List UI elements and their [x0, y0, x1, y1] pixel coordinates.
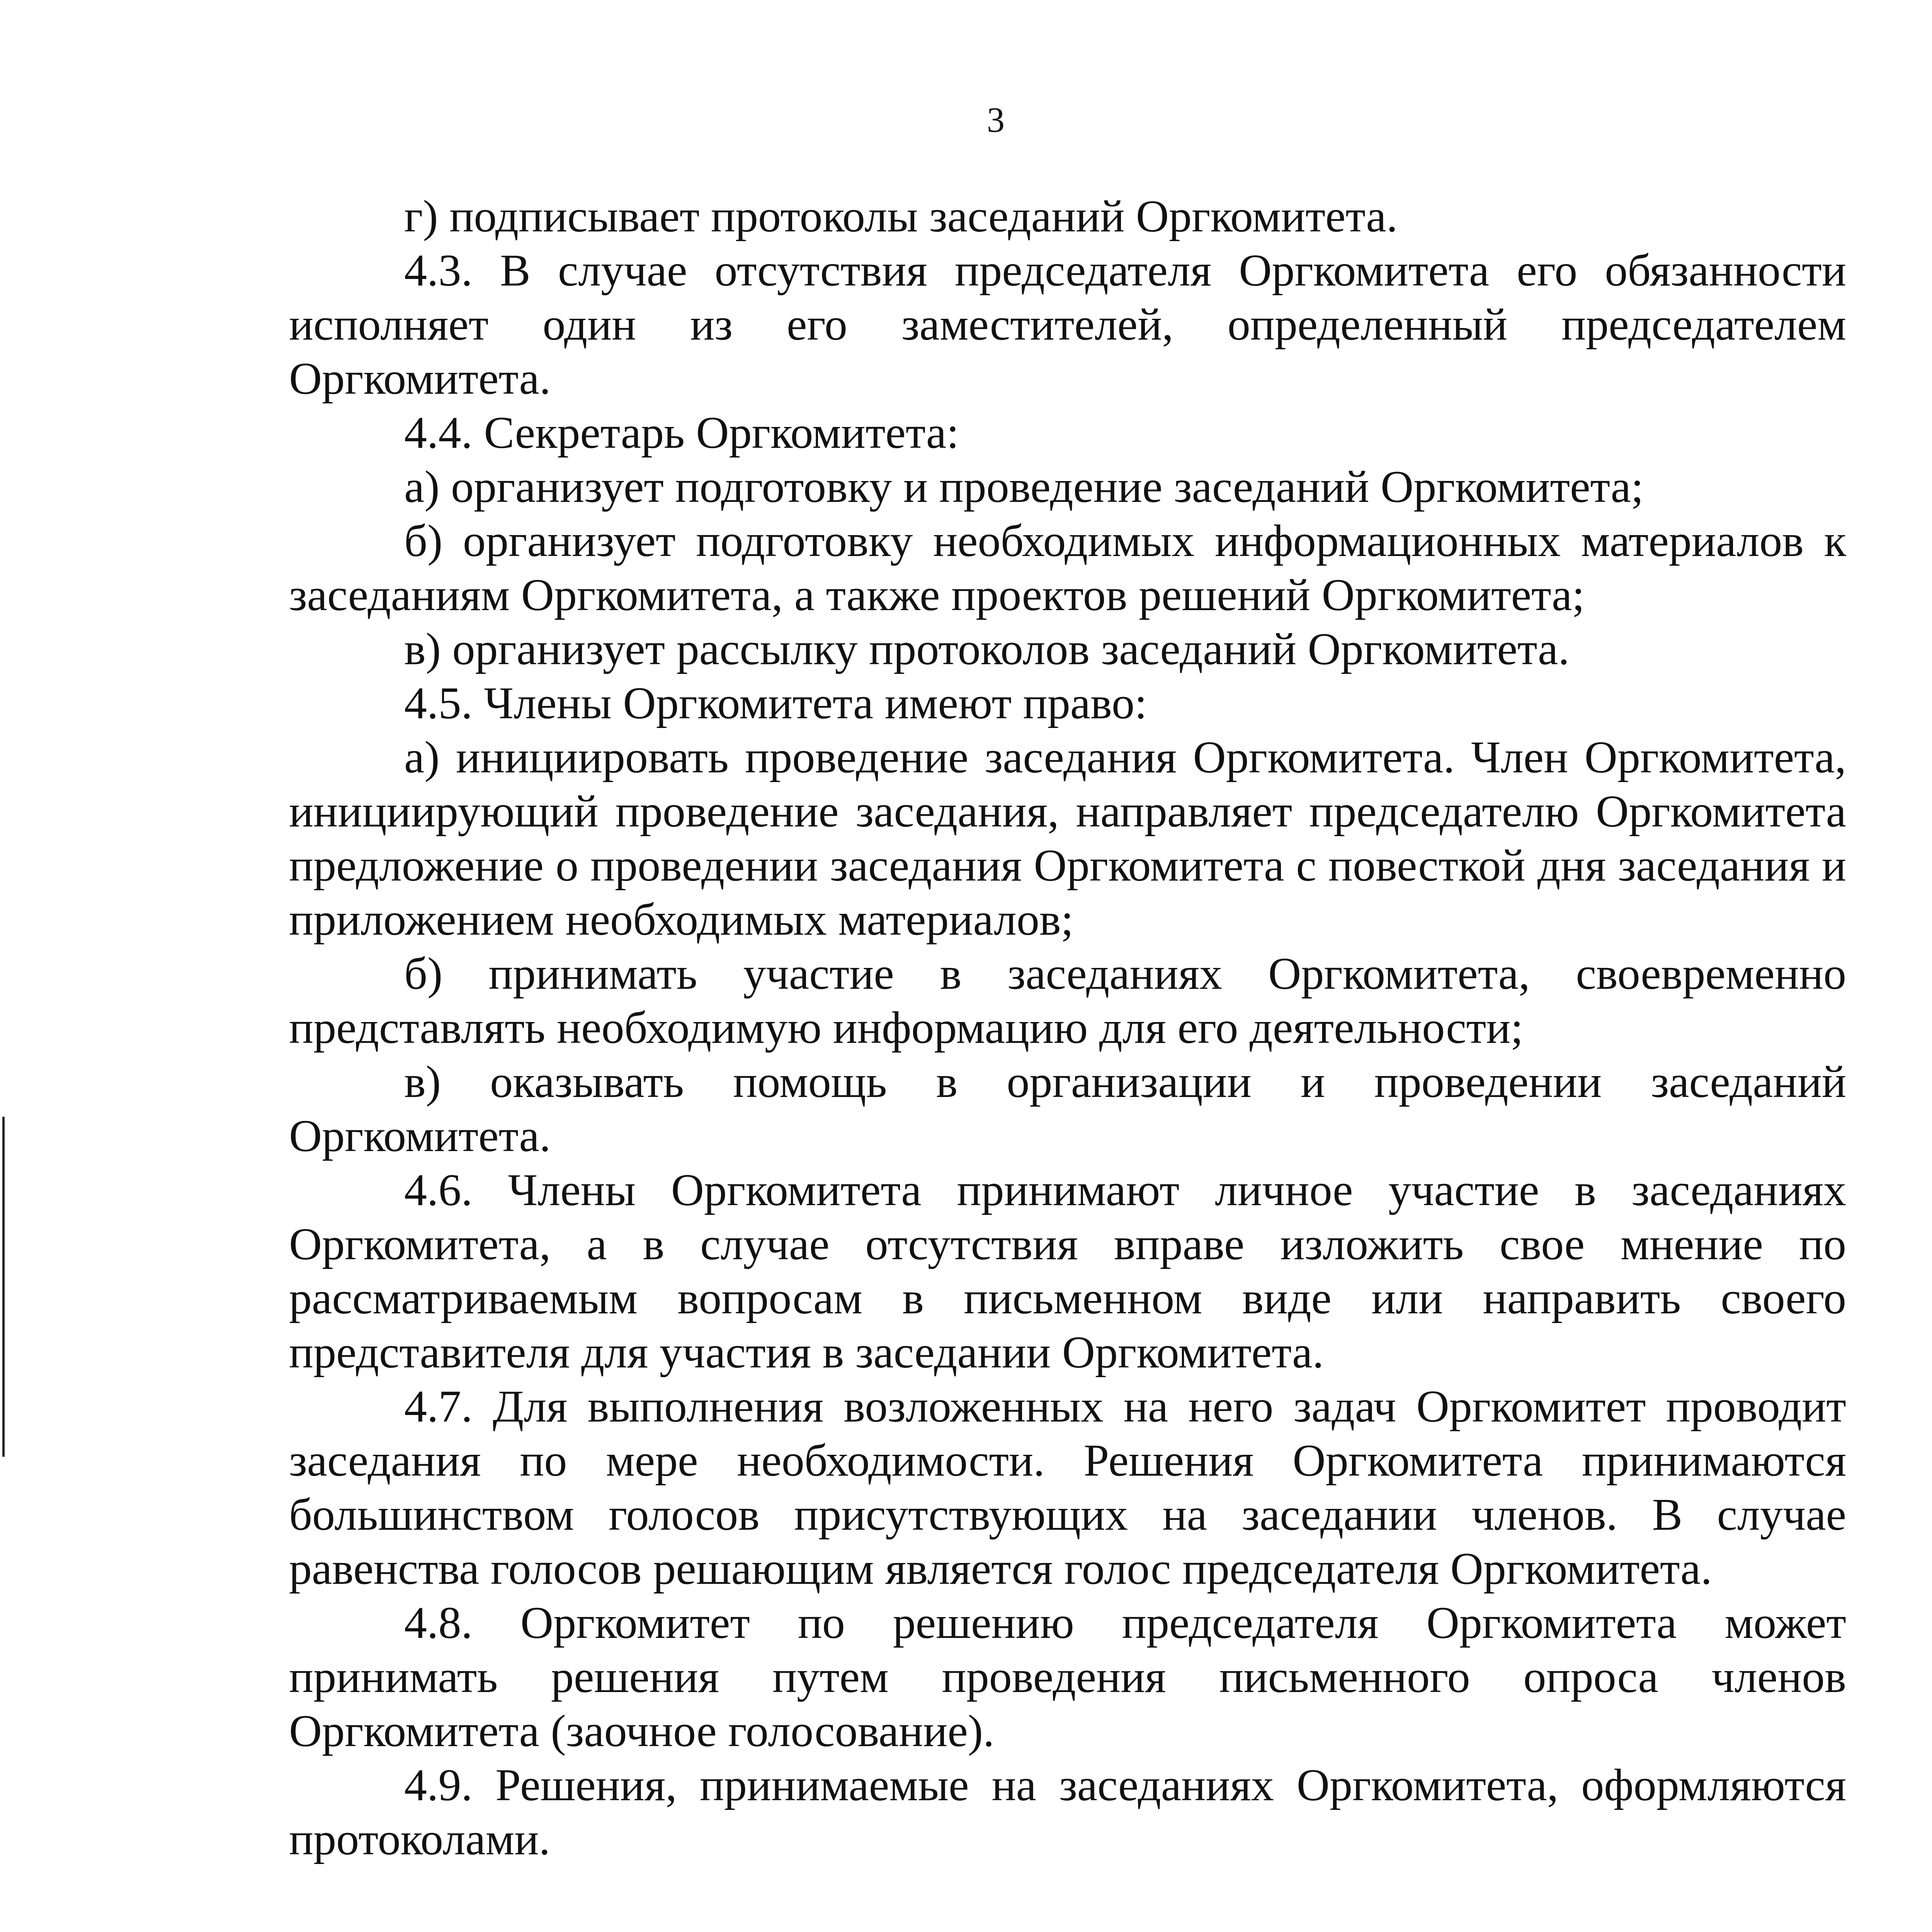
page-number: 3 [987, 100, 1005, 139]
paragraph-4-4: 4.4. Секретарь Оргкомитета: [404, 407, 959, 458]
paragraph-4-5-b: б) принимать участие в заседаниях Оргкомитета, своевременно представлять необходимую информацию для его деятельности; [289, 948, 1846, 1053]
document-body [289, 189, 1846, 1866]
paragraph-4-4-b: б) организует подготовку необходимых информационных материалов к заседаниям Оргкомитета, а также проектов решений Оргкомитета; [289, 515, 1846, 620]
paragraph-4-7: 4.7. Для выполнения возложенных на него задач Оргкомитет проводит заседания по мере необходимости. Решения Оргкомитета принимаются большинством голосов присутствующих на заседании членов. В случае равенства голосов решающим является голос председателя Оргкомитета. [289, 1381, 1846, 1594]
paragraph-4-5-a: а) инициировать проведение заседания Оргкомитета. Член Оргкомитета, инициирующий проведение заседания, направляет председателю Оргкомитета предложение о проведении заседания Оргкомитета с повесткой дня заседания и приложением необходимых материалов; [289, 732, 1846, 945]
paragraph-4-2-g: г) подписывает протоколы заседаний Оргкомитета. [404, 191, 1398, 242]
paragraph-4-9: 4.9. Решения, принимаемые на заседаниях Оргкомитета, оформляются протоколами. [289, 1760, 1846, 1864]
paragraph-4-5-v: в) оказывать помощь в организации и проведении заседаний Оргкомитета. [289, 1056, 1846, 1161]
paragraph-4-3: 4.3. В случае отсутствия председателя Оргкомитета его обязанности исполняет один из его заместителей, определенный председателем Оргкомитета. [289, 245, 1846, 404]
paragraph-4-4-v: в) организует рассылку протоколов заседаний Оргкомитета. [404, 624, 1570, 674]
scan-edge-mark [2, 1117, 5, 1457]
paragraph-4-4-a: а) организует подготовку и проведение заседаний Оргкомитета; [404, 461, 1644, 512]
paragraph-4-8: 4.8. Оргкомитет по решению председателя Оргкомитета может принимать решения путем проведения письменного опроса членов Оргкомитета (заочное голосование). [289, 1597, 1846, 1756]
paragraph-4-6: 4.6. Члены Оргкомитета принимают личное участие в заседаниях Оргкомитета, а в случае отсутствия вправе изложить свое мнение по рассматриваемым вопросам в письменном виде или направить своего представителя для участия в заседании Оргкомитета. [289, 1165, 1846, 1378]
paragraph-4-5: 4.5. Члены Оргкомитета имеют право: [404, 678, 1147, 728]
